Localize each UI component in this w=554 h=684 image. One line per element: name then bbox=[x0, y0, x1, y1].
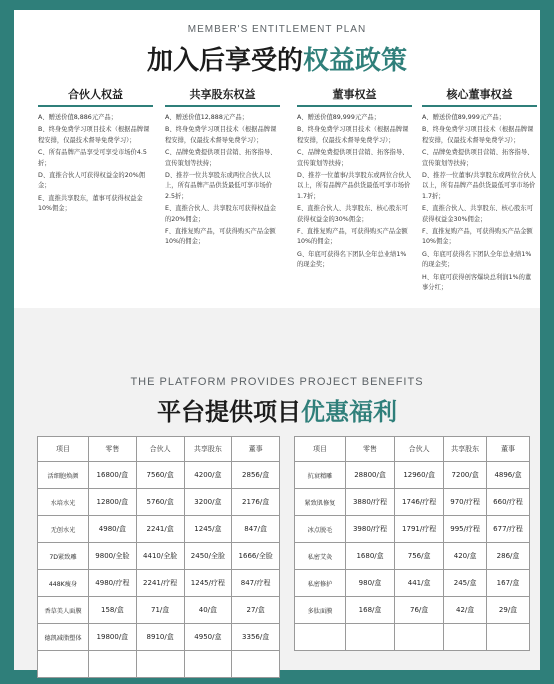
plan-title bbox=[0, 40, 554, 77]
table-cell: 28800/盒 bbox=[346, 462, 395, 489]
plan-item: B、终身免费学习项目技术（根据品牌课程安排，仅最技术督导免费学习）； bbox=[165, 126, 277, 144]
table-row bbox=[38, 516, 280, 543]
table-cell: 756/盒 bbox=[395, 543, 444, 570]
table-cell bbox=[136, 651, 184, 678]
column-header: 共享股东 bbox=[184, 437, 232, 462]
plan-item: F、直推复购产品，可获得购买产品金额10%的佣金； bbox=[165, 228, 276, 246]
table-cell: 7D紧致雕 bbox=[38, 543, 89, 570]
table-row bbox=[38, 462, 280, 489]
plan-column-shareholder bbox=[165, 86, 280, 250]
table-cell: 水培水光 bbox=[38, 489, 89, 516]
table-cell: 4950/盒 bbox=[184, 624, 232, 651]
table-cell: 420/盒 bbox=[444, 543, 487, 570]
column-header: 项目 bbox=[295, 437, 346, 462]
plan-item: C、所有品牌产品享受可享受市场价4.5折； bbox=[38, 149, 147, 167]
table-cell bbox=[487, 624, 530, 651]
table-row bbox=[295, 597, 530, 624]
table-cell: 2176/盒 bbox=[232, 489, 280, 516]
table-cell: 3200/盒 bbox=[184, 489, 232, 516]
table-cell: 4896/盒 bbox=[487, 462, 530, 489]
table-cell: 1791/疗程 bbox=[395, 516, 444, 543]
plan-column-body bbox=[297, 113, 412, 271]
column-header: 零售 bbox=[346, 437, 395, 462]
table-cell bbox=[38, 651, 89, 678]
plan-column-body bbox=[38, 113, 153, 215]
plan-item: G、年底可获得名下团队全年总业绩1%的现金奖； bbox=[422, 250, 532, 269]
table-cell: 12800/盒 bbox=[89, 489, 137, 516]
table-cell: 995/疗程 bbox=[444, 516, 487, 543]
table-cell bbox=[395, 624, 444, 651]
plan-item: E、直推共享股东，董事可获得权益金10%佣金； bbox=[38, 194, 143, 213]
plan-item: F、直推复购产品，可获得购买产品金额10%佣金； bbox=[422, 228, 533, 246]
column-header: 项目 bbox=[38, 437, 89, 462]
table-cell: 29/盒 bbox=[487, 597, 530, 624]
table-cell: 2450/全脸 bbox=[184, 543, 232, 570]
table-row bbox=[295, 543, 530, 570]
left-border bbox=[0, 0, 14, 684]
table-row bbox=[38, 624, 280, 651]
table-cell: 12960/盒 bbox=[395, 462, 444, 489]
table-cell: 970/疗程 bbox=[444, 489, 487, 516]
plan-item: B、终身免费学习项目技术（根据品牌课程安排，仅最技术督导免费学习）； bbox=[297, 126, 409, 144]
column-header: 董事 bbox=[232, 437, 280, 462]
table-cell: 168/盒 bbox=[346, 597, 395, 624]
plan-item: C、品牌免费提供项目营销、拓客指导、宣传策划等扶持； bbox=[422, 149, 534, 167]
table-cell: 德凯减脂塑体 bbox=[38, 624, 89, 651]
table-cell: 677/疗程 bbox=[487, 516, 530, 543]
table-cell: 71/盒 bbox=[136, 597, 184, 624]
table-cell: 1746/疗程 bbox=[395, 489, 444, 516]
plan-column-core-director bbox=[422, 86, 537, 296]
plan-column-body bbox=[422, 113, 537, 294]
table-cell: 847/盒 bbox=[232, 516, 280, 543]
table-cell bbox=[295, 624, 346, 651]
plan-item: E、直推合伙人、共享股东可获得权益金的20%佣金； bbox=[165, 205, 277, 223]
column-header: 合伙人 bbox=[395, 437, 444, 462]
table-cell: 158/盒 bbox=[89, 597, 137, 624]
plan-item: B、终身免费学习项目技术（根据品牌课程安排，仅最技术督导免费学习）； bbox=[422, 126, 534, 144]
table-cell: 4410/全脸 bbox=[136, 543, 184, 570]
table-cell: 1680/盒 bbox=[346, 543, 395, 570]
plan-item: E、直推合伙人、共享股东、核心股东可获得权益金30%佣金； bbox=[422, 205, 534, 223]
table-cell: 19800/盒 bbox=[89, 624, 137, 651]
table-cell: 4200/盒 bbox=[184, 462, 232, 489]
table-cell: 3880/疗程 bbox=[346, 489, 395, 516]
plan-subtitle: MEMBER'S ENTITLEMENT PLAN bbox=[187, 24, 367, 35]
table-row bbox=[38, 543, 280, 570]
table-cell bbox=[184, 651, 232, 678]
table-cell: 1666/全脸 bbox=[232, 543, 280, 570]
table-cell: 活细胞焕颜 bbox=[38, 462, 89, 489]
table-cell: 1245/疗程 bbox=[184, 570, 232, 597]
plan-column-title: 合伙人权益 bbox=[38, 86, 153, 107]
benefits-subtitle: THE PLATFORM PROVIDES PROJECT BENEFITS bbox=[130, 376, 424, 388]
table-cell: 3980/疗程 bbox=[346, 516, 395, 543]
plan-item: A、赠送价值89,999元产品； bbox=[422, 114, 506, 121]
table-row bbox=[295, 624, 530, 651]
table-cell: 40/盒 bbox=[184, 597, 232, 624]
plan-item: A、赠送价值8,886元产品； bbox=[38, 114, 118, 121]
table-cell: 7560/盒 bbox=[136, 462, 184, 489]
table-cell: 1245/盒 bbox=[184, 516, 232, 543]
table-cell: 抗衰精雕 bbox=[295, 462, 346, 489]
plan-column-title: 核心董事权益 bbox=[422, 86, 537, 107]
table-cell: 香草美人面膜 bbox=[38, 597, 89, 624]
plan-item: D、推荐一位董事/共享股东或两位合伙人以上，所有品牌产品供货最低可享市场价1.7折； bbox=[297, 172, 412, 200]
table-row bbox=[295, 489, 530, 516]
right-border bbox=[540, 0, 554, 684]
table-cell: 2241/疗程 bbox=[136, 570, 184, 597]
table-cell: 2856/盒 bbox=[232, 462, 280, 489]
table-row bbox=[295, 570, 530, 597]
plan-item: B、终身免费学习项目技术（根据品牌课程安排，仅最技术督导免费学习）； bbox=[38, 126, 150, 144]
table-cell: 847/疗程 bbox=[232, 570, 280, 597]
table-cell: 8910/盒 bbox=[136, 624, 184, 651]
table-cell: 冰点脱毛 bbox=[295, 516, 346, 543]
table-cell: 27/盒 bbox=[232, 597, 280, 624]
table-cell: 4980/盒 bbox=[89, 516, 137, 543]
plan-column-title: 董事权益 bbox=[297, 86, 412, 107]
table-cell: 167/盒 bbox=[487, 570, 530, 597]
table-cell: 441/盒 bbox=[395, 570, 444, 597]
column-header: 共享股东 bbox=[444, 437, 487, 462]
plan-column-title: 共享股东权益 bbox=[165, 86, 280, 107]
table-cell bbox=[444, 624, 487, 651]
table-cell: 私密艾灸 bbox=[295, 543, 346, 570]
table-row bbox=[295, 462, 530, 489]
plan-item: A、赠送价值12,888元产品； bbox=[165, 114, 249, 121]
plan-item: H、年底可获得创客爆块总利润1%的董事分红； bbox=[422, 273, 532, 292]
table-cell: 980/盒 bbox=[346, 570, 395, 597]
plan-item: E、直推合伙人、共享股东、核心股东可获得权益金的30%佣金； bbox=[297, 205, 409, 223]
top-border bbox=[0, 0, 554, 10]
plan-column-body bbox=[165, 113, 280, 248]
plan-column-director bbox=[297, 86, 412, 273]
column-header: 零售 bbox=[89, 437, 137, 462]
table-cell: 私密修护 bbox=[295, 570, 346, 597]
table-cell: 紧致肌修复 bbox=[295, 489, 346, 516]
table-cell: 76/盒 bbox=[395, 597, 444, 624]
table-row bbox=[38, 597, 280, 624]
table-cell: 2241/盒 bbox=[136, 516, 184, 543]
table-cell bbox=[89, 651, 137, 678]
benefits-title-dark: 平台提供项目 bbox=[157, 398, 301, 426]
benefits-title-accent: 优惠福利 bbox=[301, 398, 397, 426]
table-cell: 245/盒 bbox=[444, 570, 487, 597]
table-row bbox=[38, 651, 280, 678]
plan-item: F、直推复购产品，可获得购买产品金额10%的佣金； bbox=[297, 228, 408, 246]
table-row bbox=[38, 570, 280, 597]
table-cell bbox=[232, 651, 280, 678]
table-header-row bbox=[38, 437, 280, 462]
table-cell: 9800/全脸 bbox=[89, 543, 137, 570]
table-cell: 16800/盒 bbox=[89, 462, 137, 489]
plan-item: D、推荐一位董事/共享股东或两位合伙人以上，所有品牌产品供货最低可享市场价1.7折； bbox=[422, 172, 537, 200]
table-cell: 42/盒 bbox=[444, 597, 487, 624]
plan-title-accent: 权益政策 bbox=[303, 46, 408, 76]
plan-item: D、推荐一位共享股东或两位合伙人以上，所有品牌产品供货最低可享市场价2.5折； bbox=[165, 172, 273, 200]
table-cell: 多肽面膜 bbox=[295, 597, 346, 624]
table-cell: 3356/盒 bbox=[232, 624, 280, 651]
table-cell: 4980/疗程 bbox=[89, 570, 137, 597]
table-cell: 660/疗程 bbox=[487, 489, 530, 516]
plan-item: D、直推合伙人可获得权益金的20%佣金； bbox=[38, 172, 146, 190]
plan-title-dark: 加入后享受的 bbox=[146, 46, 303, 76]
table-row bbox=[38, 489, 280, 516]
plan-item: G、年底可获得名下团队全年总业绩1%的现金奖； bbox=[297, 250, 407, 269]
price-table-right bbox=[294, 436, 530, 651]
table-cell bbox=[346, 624, 395, 651]
benefits-title bbox=[0, 392, 554, 427]
table-cell: 5760/盒 bbox=[136, 489, 184, 516]
table-cell: 无创水光 bbox=[38, 516, 89, 543]
column-header: 合伙人 bbox=[136, 437, 184, 462]
price-table-left bbox=[37, 436, 280, 678]
plan-item: C、品牌免费提供项目营销、拓客指导、宣传策划等扶持； bbox=[165, 149, 277, 167]
plan-item: C、品牌免费提供项目营销、拓客指导、宣传策划等扶持； bbox=[297, 149, 409, 167]
plan-column-partner bbox=[38, 86, 153, 217]
table-header-row bbox=[295, 437, 530, 462]
table-row bbox=[295, 516, 530, 543]
plan-item: A、赠送价值89,999元产品； bbox=[297, 114, 381, 121]
column-header: 董事 bbox=[487, 437, 530, 462]
table-cell: 7200/盒 bbox=[444, 462, 487, 489]
table-cell: 286/盒 bbox=[487, 543, 530, 570]
table-cell: 448K瘦身 bbox=[38, 570, 89, 597]
